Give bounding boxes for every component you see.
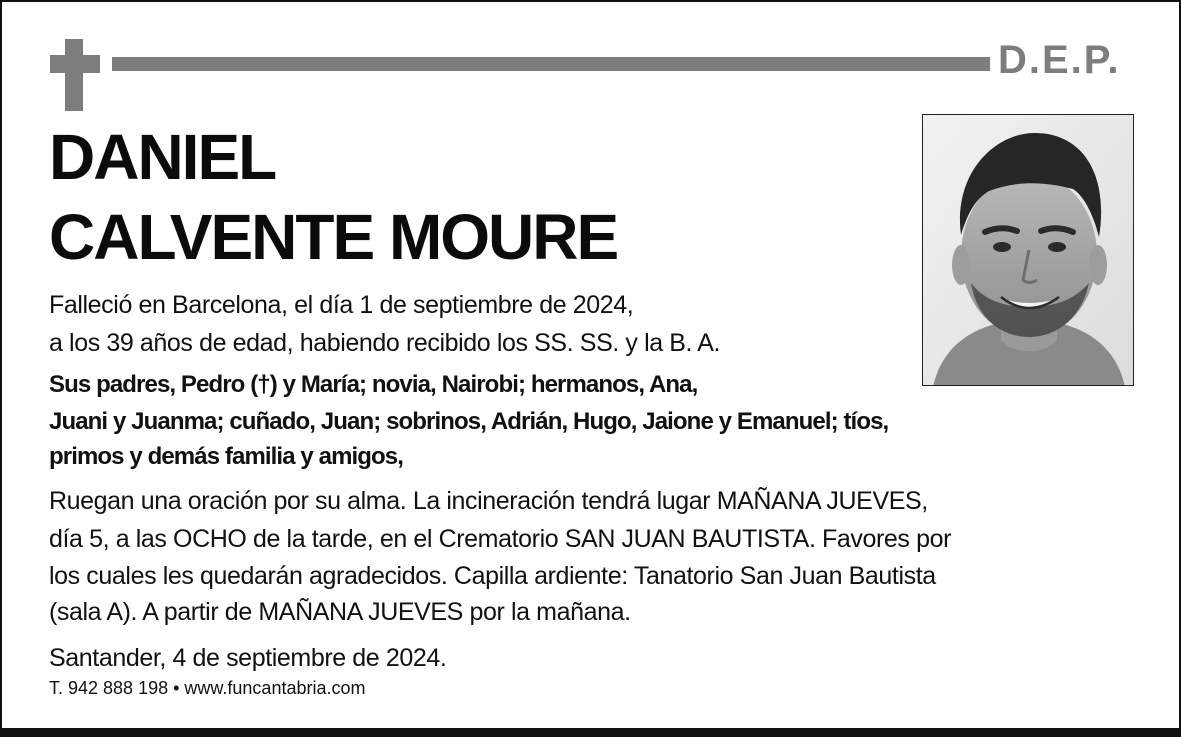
- family-line: primos y demás familia y amigos,: [49, 443, 404, 470]
- cross-icon: [65, 39, 83, 111]
- portrait-photo-drawing: [923, 115, 1134, 386]
- ceremony-line: Ruegan una oración por su alma. La incineración tendrá lugar MAÑANA JUEVES,: [49, 487, 928, 515]
- death-info-line: a los 39 años de edad, habiendo recibido los SS. SS. y la B. A.: [49, 329, 721, 357]
- deceased-surnames: CALVENTE MOURE: [49, 201, 618, 273]
- cross-icon-crossbar: [50, 55, 100, 73]
- deceased-first-name: DANIEL: [49, 121, 276, 193]
- family-line: Sus padres, Pedro (†) y María; novia, Nairobi; hermanos, Ana,: [49, 371, 698, 398]
- place-date: Santander, 4 de septiembre de 2024.: [49, 644, 447, 672]
- portrait-photo: [922, 114, 1134, 386]
- dep-label: D.E.P.: [998, 38, 1121, 82]
- death-info-line: Falleció en Barcelona, el día 1 de septiembre de 2024,: [49, 291, 634, 319]
- family-line: Juani y Juanma; cuñado, Juan; sobrinos, Adrián, Hugo, Jaione y Emanuel; tíos,: [49, 408, 889, 435]
- contact-info: T. 942 888 198 • www.funcantabria.com: [49, 678, 366, 698]
- header-rule: [112, 57, 990, 71]
- ceremony-line: los cuales les quedarán agradecidos. Capilla ardiente: Tanatorio San Juan Bautista: [49, 562, 936, 590]
- ceremony-line: (sala A). A partir de MAÑANA JUEVES por la mañana.: [49, 598, 631, 626]
- ceremony-line: día 5, a las OCHO de la tarde, en el Crematorio SAN JUAN BAUTISTA. Favores por: [49, 525, 952, 553]
